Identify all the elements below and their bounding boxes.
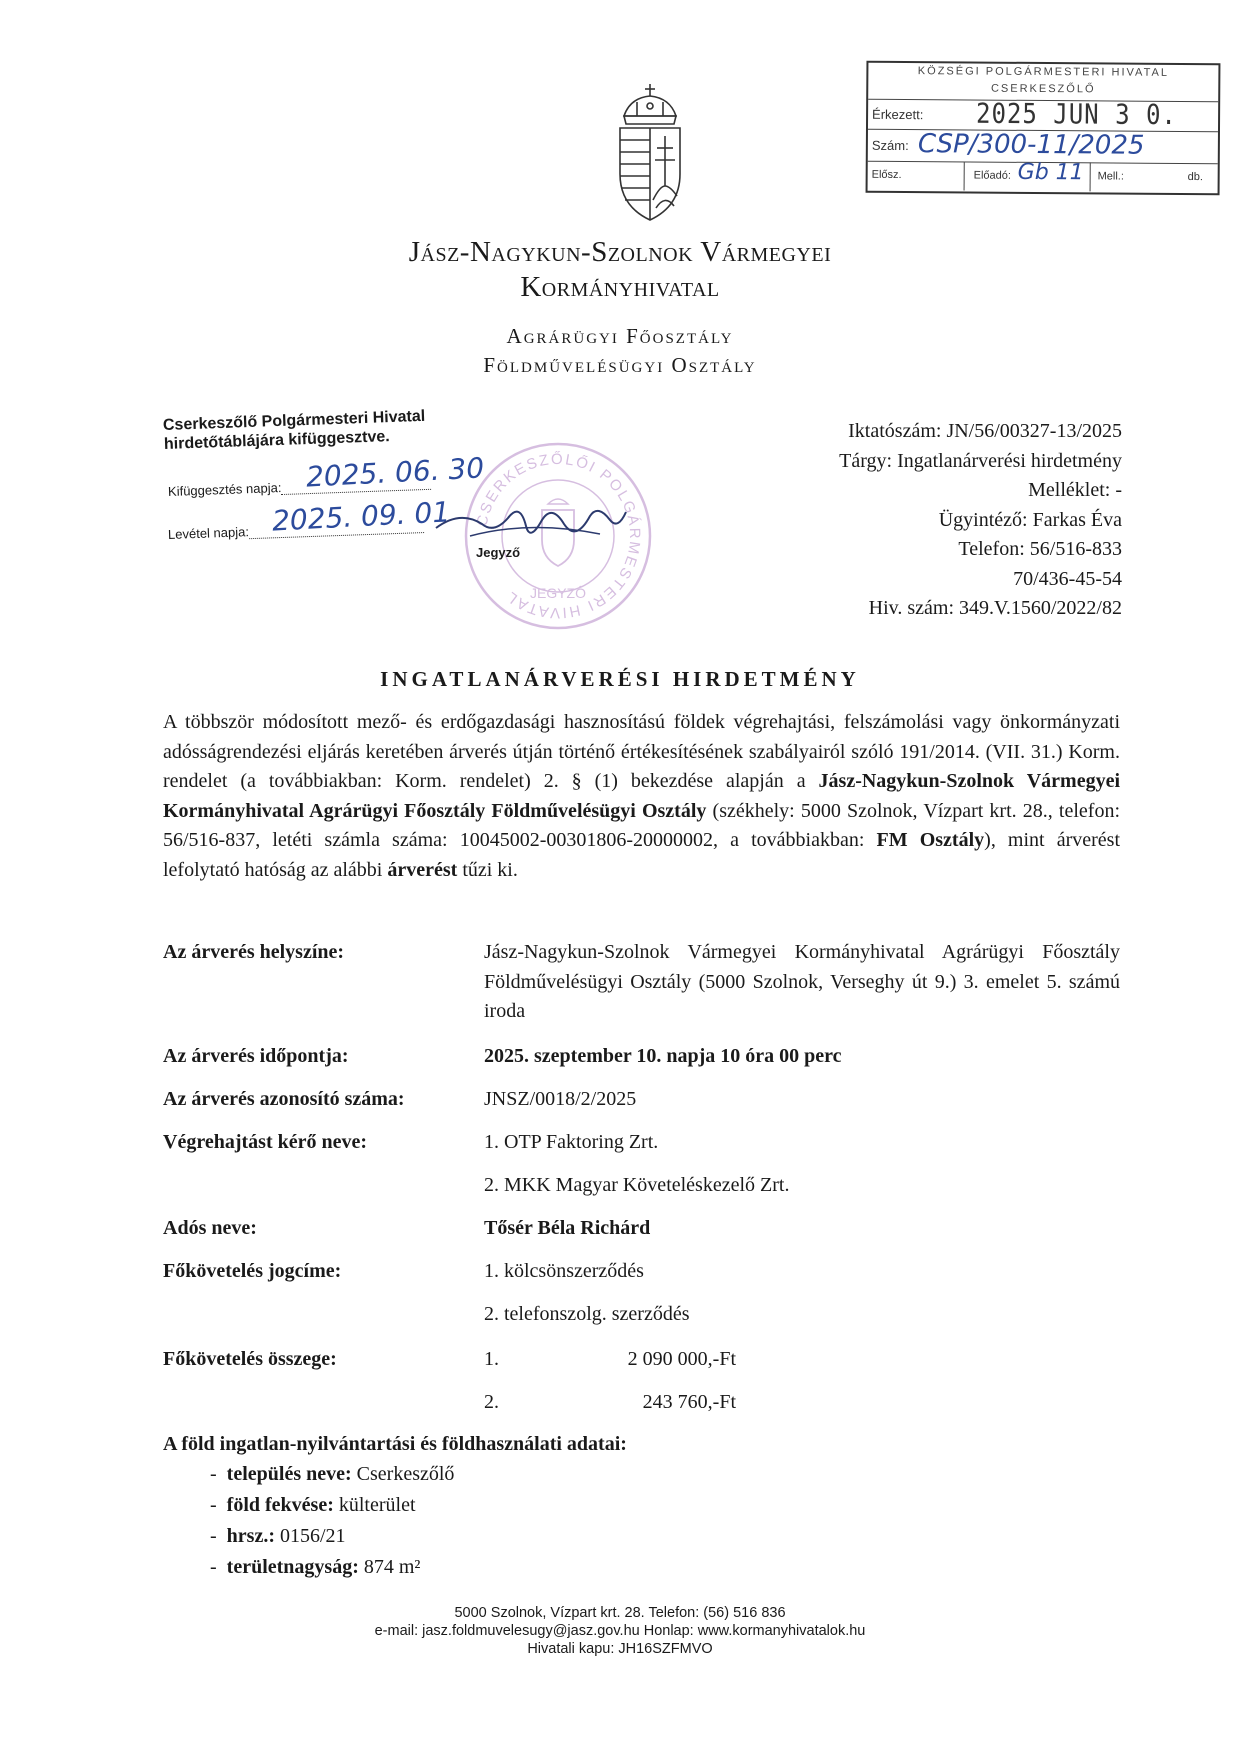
registry-office-line2: CSERKESZŐLŐ bbox=[990, 82, 1096, 96]
claim-amount-2: 243 760,-Ft bbox=[642, 1391, 736, 1413]
notice-title: INGATLANÁRVERÉSI HIRDETMÉNY bbox=[380, 667, 860, 691]
claim-title-2: 2. telefonszolg. szerződés bbox=[484, 1303, 690, 1325]
footer-gateway: Hivatali kapu: JH16SZFMVO bbox=[527, 1641, 713, 1657]
reference-number: Hiv. szám: 349.V.1560/2022/82 bbox=[868, 597, 1122, 619]
registry-prev-row bbox=[868, 161, 1218, 192]
land-item-label: területnagyság: bbox=[226, 1556, 359, 1578]
intro-text-1: A többször módosított mező- és erdőgazdasági hasznosítású földek végrehajtási, felszámolási vagy önkormányzati adósságrendezési eljárás keretében árverés útján történő értékesítésének szabályairól szóló 191/2014. (VII. 31.) Korm. rendelet (a továbbiakban: Korm. rendelet) 2. § (1) bekezdése alapján a bbox=[163, 711, 1120, 792]
removed-date-label: Levétel napja: bbox=[167, 524, 250, 542]
phone-1: Telefon: 56/516-833 bbox=[958, 538, 1122, 560]
creditor-2: 2. MKK Magyar Követeléskezelő Zrt. bbox=[484, 1174, 790, 1196]
land-item: - település neve: Cserkeszőlő bbox=[210, 1463, 455, 1485]
intro-paragraph bbox=[163, 708, 1120, 885]
debtor-value: Tősér Béla Richárd bbox=[484, 1217, 651, 1239]
time-label: Az árverés időpontja: bbox=[163, 1045, 349, 1067]
registry-number-row bbox=[868, 129, 1218, 164]
coat-of-arms-emblem bbox=[610, 82, 690, 222]
location-label: Az árverés helyszíne: bbox=[163, 941, 345, 963]
land-item: - föld fekvése: külterület bbox=[210, 1494, 416, 1516]
seal-text: CSERKESZŐLŐI POLGÁRMESTERI HIVATAL bbox=[473, 450, 644, 622]
number-label: Szám: bbox=[871, 137, 909, 154]
creditor-1: 1. OTP Faktoring Zrt. bbox=[484, 1131, 659, 1153]
posting-stamp-line1: Cserkeszőlő Polgármesteri Hivatal bbox=[162, 407, 426, 434]
signature-scribble bbox=[430, 490, 630, 550]
posting-stamp-line2: hirdetőtáblájára kifüggesztve. bbox=[163, 428, 390, 453]
claim-amount-1: 2 090 000,-Ft bbox=[627, 1348, 736, 1370]
received-date: 2025 JUN 3 0. bbox=[975, 97, 1178, 132]
location-value: Jász-Nagykun-Szolnok Vármegyei Kormányhivatal Agrárügyi Főosztály Földművelésügyi Osztály (5000 Szolnok, Verseghy út 9.) 3. emelet 5. számú iroda bbox=[484, 941, 1120, 1022]
intro-text-2: (székhely: 5000 Szolnok, Vízpart krt. 28., telefon: 56/516-837, letéti számla száma: 10045002-00301806-20000002, a továbbiakban: bbox=[163, 799, 1120, 851]
debtor-label: Adós neve: bbox=[163, 1217, 257, 1239]
time-value: 2025. szeptember 10. napja 10 óra 00 perc bbox=[484, 1045, 842, 1067]
prev-label: Elősz. bbox=[871, 168, 902, 182]
intro-text-4: tűzi ki. bbox=[457, 858, 518, 881]
land-item-label: hrsz.: bbox=[226, 1525, 275, 1547]
subject: Tárgy: Ingatlanárverési hirdetmény bbox=[839, 449, 1122, 472]
org-name-line1: Jász-Nagykun-Szolnok Vármegyei bbox=[408, 236, 832, 268]
posted-date-label: Kifüggesztés napja: bbox=[167, 480, 282, 499]
footer-contact: e-mail: jasz.foldmuvelesugy@jasz.gov.hu Honlap: www.kormanyhivatalok.hu bbox=[374, 1623, 866, 1639]
land-item: - területnagyság: 874 m² bbox=[210, 1556, 421, 1578]
land-item: - hrsz.: 0156/21 bbox=[210, 1525, 346, 1547]
intro-bold-auction: árverést bbox=[387, 858, 458, 881]
received-label: Érkezett: bbox=[872, 106, 924, 123]
handler-label: Előadó: bbox=[973, 169, 1012, 182]
land-item-value: külterület bbox=[333, 1494, 416, 1516]
intro-bold-authority: Jász-Nagykun-Szolnok Vármegyei Kormányhivatal Agrárügyi Főosztály Földművelésügyi Osztály bbox=[163, 770, 1121, 822]
claim-amount-2-number: 2. bbox=[484, 1391, 499, 1413]
posted-date-handwritten: 2025. 06. 30 bbox=[305, 451, 485, 494]
land-item-label: település neve: bbox=[226, 1463, 352, 1485]
footer-address: 5000 Szolnok, Vízpart krt. 28. Telefon: (56) 516 836 bbox=[454, 1605, 786, 1621]
attach-value: db. bbox=[1187, 171, 1203, 184]
land-item-value: 0156/21 bbox=[275, 1525, 346, 1547]
divider bbox=[964, 161, 965, 190]
org-name-line2: Kormányhivatal bbox=[520, 271, 720, 303]
seal-bottom-text: JEGYZŐ bbox=[529, 585, 587, 601]
id-value: JNSZ/0018/2/2025 bbox=[484, 1088, 637, 1110]
registry-office-line1: KÖZSÉGI POLGÁRMESTERI HIVATAL bbox=[917, 65, 1170, 79]
land-item-value: 874 m² bbox=[358, 1556, 421, 1578]
claim-amount-1-number: 1. bbox=[484, 1348, 499, 1370]
footer bbox=[0, 1604, 1240, 1658]
registry-stamp bbox=[866, 61, 1221, 195]
registry-received-row bbox=[868, 99, 1218, 132]
claim-amount-label: Főkövetelés összege: bbox=[163, 1348, 337, 1370]
department-line2: Földművelésügyi Osztály bbox=[483, 353, 757, 377]
land-heading: A föld ingatlan-nyilvántartási és földhasználati adatai: bbox=[163, 1433, 627, 1455]
notary-label: Jegyző bbox=[476, 545, 521, 560]
registry-office bbox=[868, 63, 1218, 102]
land-item-value: Cserkeszőlő bbox=[351, 1463, 455, 1485]
phone-2: 70/436-45-54 bbox=[1013, 567, 1122, 590]
file-number: Iktatószám: JN/56/00327-13/2025 bbox=[848, 420, 1122, 442]
document-meta bbox=[839, 417, 1122, 624]
intro-bold-short-name: FM Osztály bbox=[876, 829, 985, 851]
attach-label: Mell.: bbox=[1097, 170, 1124, 183]
removed-date-handwritten: 2025. 09. 01 bbox=[271, 495, 451, 538]
number-value: CSP/300-11/2025 bbox=[917, 129, 1145, 161]
department-line1: Agrárügyi Főosztály bbox=[506, 324, 734, 348]
claim-title-label: Főkövetelés jogcíme: bbox=[163, 1260, 342, 1282]
land-item-label: föld fekvése: bbox=[226, 1494, 334, 1516]
intro-text-3: ), mint árverést lefolytató hatóság az alábbi bbox=[163, 829, 1120, 881]
detail-location bbox=[163, 938, 1120, 1030]
handler-value: Gb 11 bbox=[1017, 159, 1084, 186]
claim-title-1: 1. kölcsönszerződés bbox=[484, 1260, 644, 1282]
attachment: Melléklet: - bbox=[1028, 479, 1122, 501]
officer: Ügyintéző: Farkas Éva bbox=[938, 508, 1122, 531]
creditor-label: Végrehajtást kérő neve: bbox=[163, 1131, 368, 1153]
id-label: Az árverés azonosító száma: bbox=[163, 1088, 405, 1110]
divider bbox=[1090, 162, 1091, 191]
